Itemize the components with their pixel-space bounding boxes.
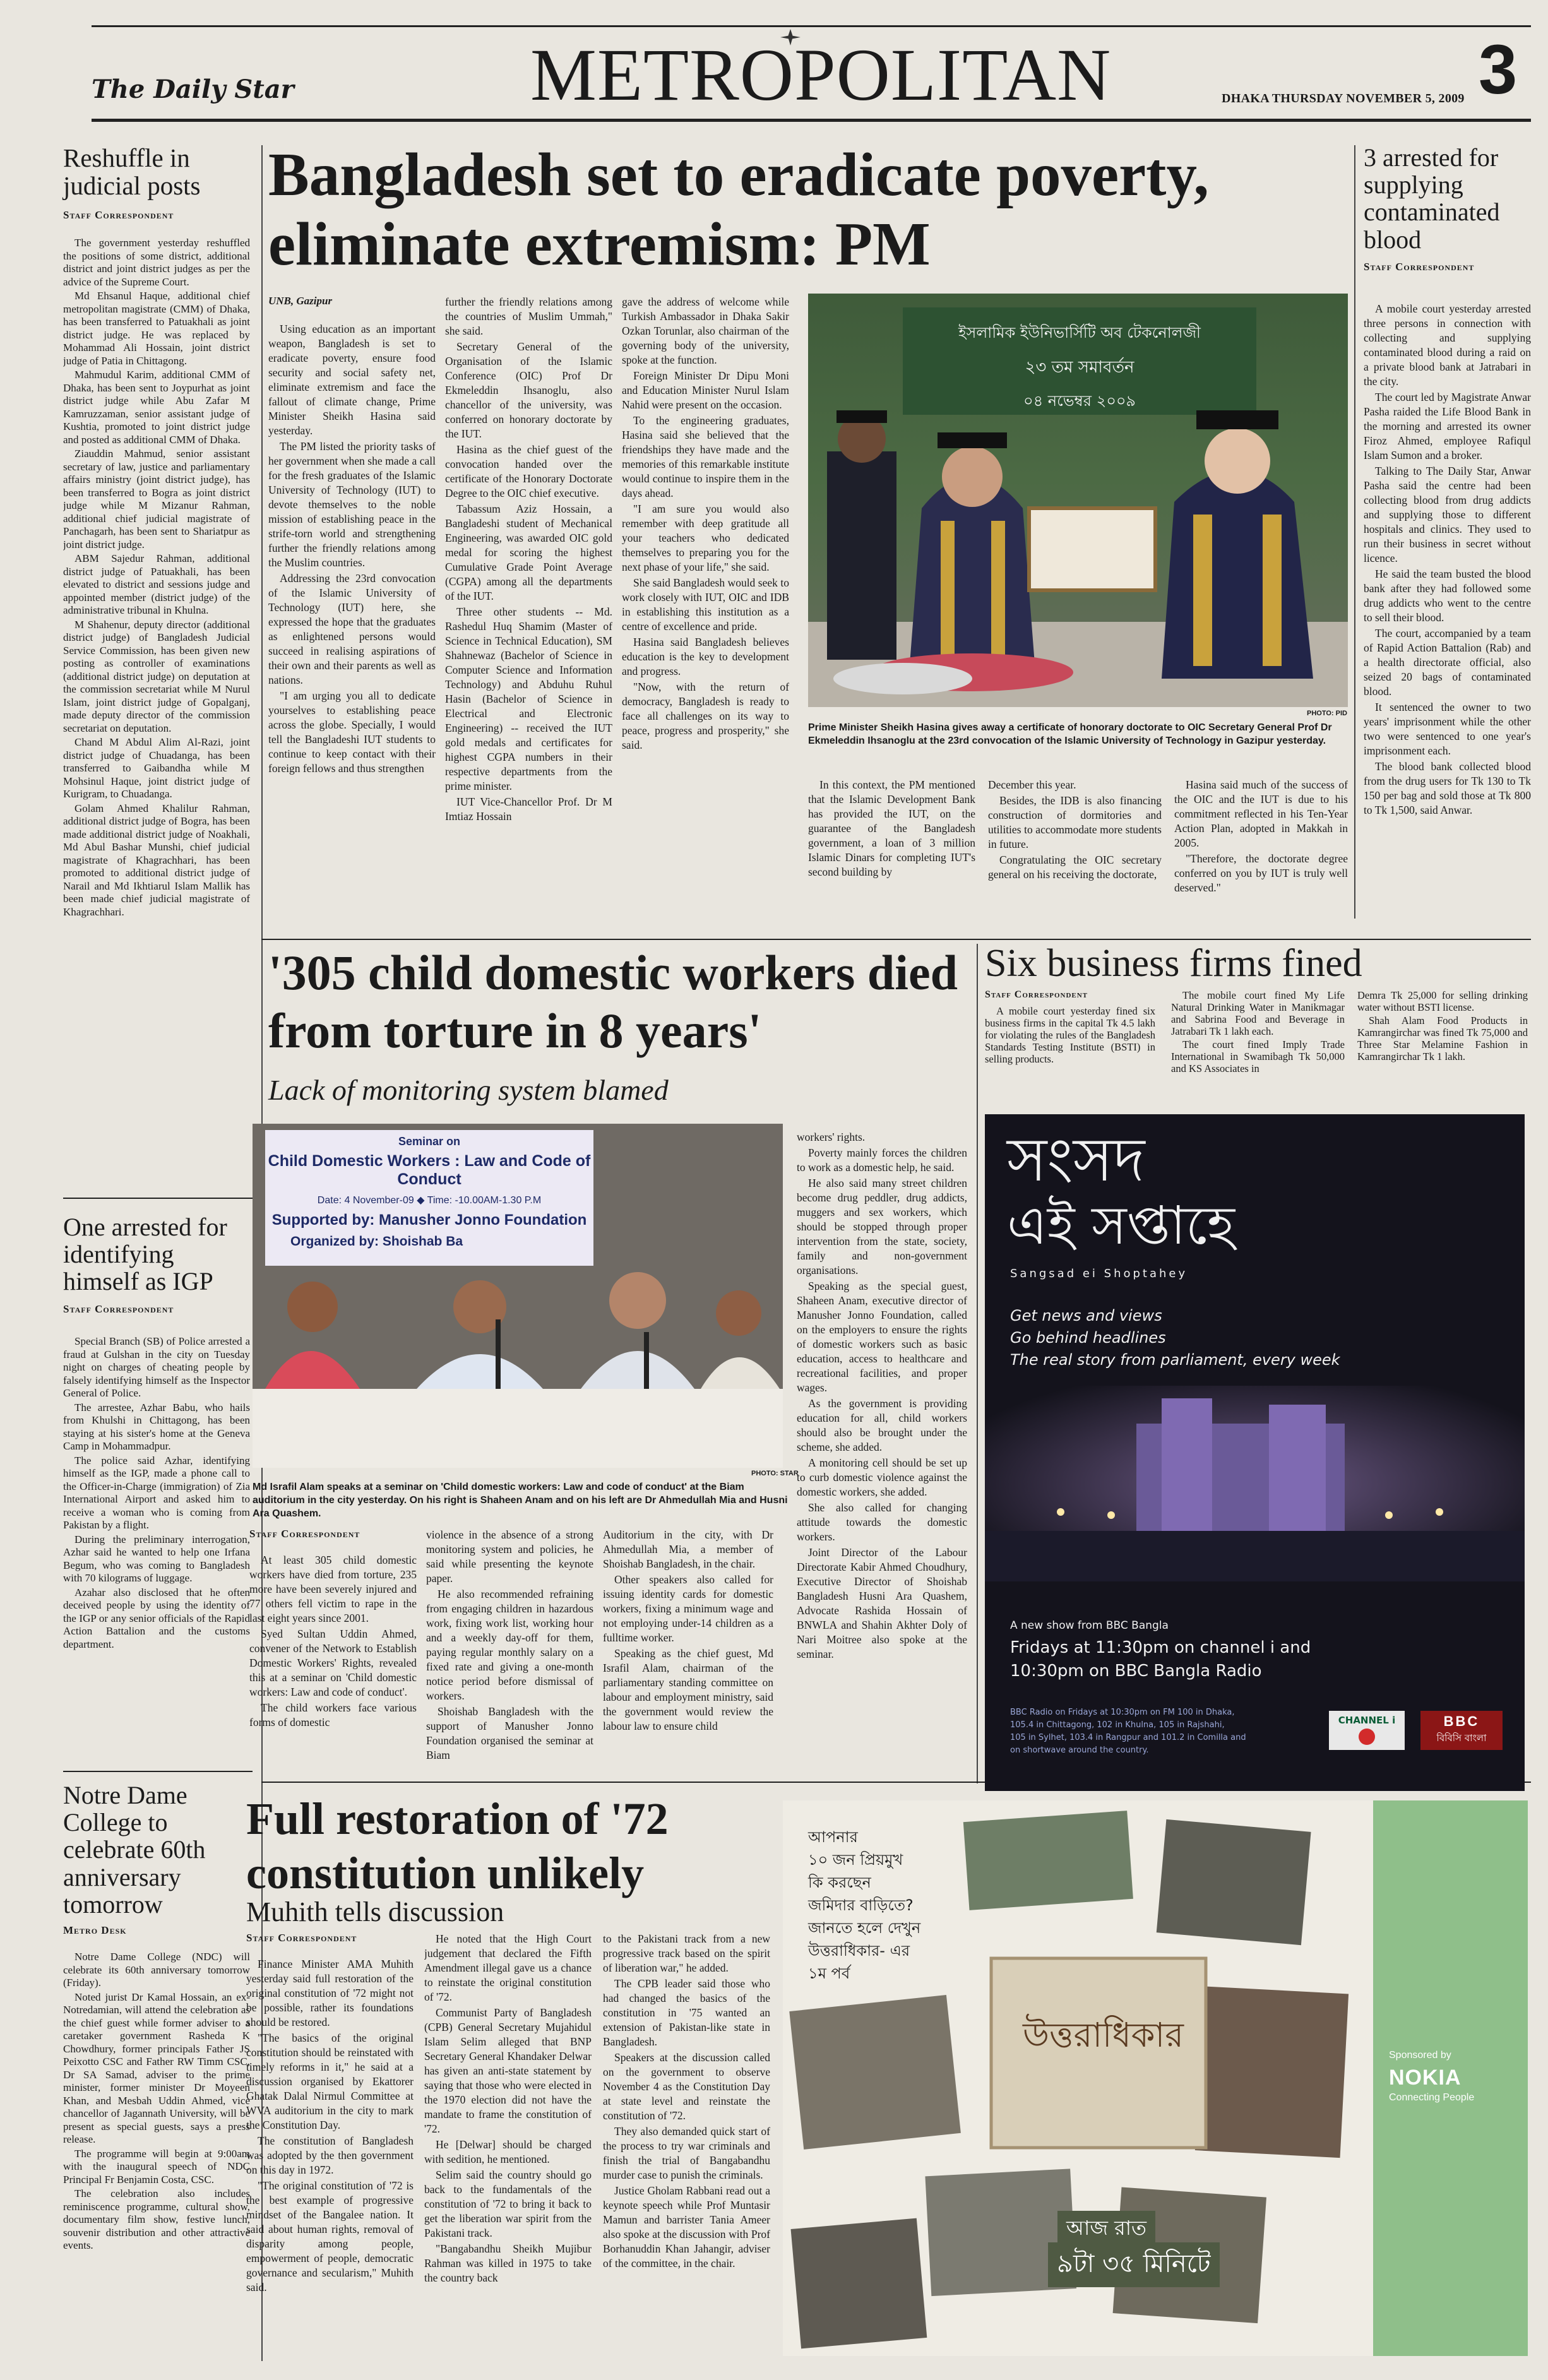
muhith-para: Selim said the country should go back to the fundamentals of the constitution of '72 to bring it back to get the liberation war spirit from the Pakistani track.: [424, 2169, 592, 2239]
six-firms-headline: Six business firms fined: [985, 942, 1362, 985]
lead-body-col2: [445, 295, 612, 922]
child-para: Speaking as the chief guest, Md Israfil Alam, chairman of the parliamentary standing committee on labour and employment ministry, said the government would review the labour law to ensure child: [603, 1647, 773, 1732]
arrested3-para: Talking to The Daily Star, Anwar Pasha said the centre had been collecting blood from drug addicts and supplying those to different hospitals and clinics. They used to run their business in secret without licence.: [1364, 465, 1531, 564]
ad-bn-line: কি করছেন: [808, 1874, 871, 1891]
lead-photo: [808, 294, 1348, 707]
reshuffle-para: Ziauddin Mahmud, senior assistant secretary of law, justice and parliamentary affairs ministry (joint district judge), has been transferred to Bogra as joint district judge while M Mizanur Rahman, additional chief judicial magistrate of Panchagarh, has been sent to Shariatpur as joint district judge.: [63, 448, 250, 550]
ad-small-1: BBC Radio on Fridays at 10:30pm on FM 100 in Dhaka,: [1010, 1708, 1235, 1717]
lead-para: "Now, with the return of democracy, Bangladesh is ready to face all challenges on its way to peace, progress and prosperity," she said.: [622, 681, 789, 751]
muhith-para: "The original constitution of '72 is the best example of progressive mindset of the Bangalee nation. It said about human rights, removal of disparity among people, empowerment of people, democratic governance and secularism," Muhith said.: [246, 2179, 414, 2294]
ad-small-3: 105 in Sylhet, 103.4 in Rangpur and 101.2 in Comilla and: [1010, 1733, 1246, 1742]
child-body-col1: [249, 1553, 417, 1768]
ad-tagline-2: Go behind headlines: [1010, 1329, 1166, 1347]
bbc-logo: [1420, 1711, 1503, 1750]
lead-para: Hasina said Bangladesh believes education is the key to development and progress.: [622, 636, 789, 677]
notre-dame-byline: Metro Desk: [63, 1924, 127, 1936]
rule-left-1: [63, 1198, 253, 1199]
section-title: METROPOLITAN: [530, 33, 1112, 116]
muhith-para: Speakers at the discussion called on the government to observe November 4 as the Constitution Day at state level and reinstate the constitution of '72.: [603, 2051, 770, 2122]
six-firms-col1: [985, 1005, 1155, 1097]
child-photo-credit: PHOTO: STAR: [751, 1470, 799, 1477]
convocation-figures: [808, 294, 1348, 707]
bbc-bangla-text: বিবিসি বাংলা: [1436, 1732, 1487, 1744]
dateline: DHAKA THURSDAY NOVEMBER 5, 2009: [1222, 92, 1465, 105]
paper-name-logo: The Daily Star: [92, 74, 294, 104]
seminar-banner-line3: Date: 4 November-09 ◆ Time: -10.00AM-1.30 P.M: [317, 1195, 542, 1206]
child-para: violence in the absence of a strong monitoring system and policies, he said while presenting the keynote paper.: [426, 1528, 593, 1585]
ad-line-2: Fridays at 11:30pm on channel i and: [1010, 1638, 1311, 1657]
nokia-tagline: Connecting People: [1389, 2092, 1475, 2103]
photo-banner-line3: ০৪ নভেম্বর ২০০৯: [1023, 392, 1136, 410]
reshuffle-para: ABM Sajedur Rahman, additional district judge of Patuakhali, has been elevated to district and sessions judge and appointed member (district judge) of the administrative tribunal in Khulna.: [63, 552, 250, 616]
lead-byline: UNB, Gazipur: [268, 295, 333, 307]
notre-dame-body: [63, 1951, 250, 2342]
muhith-para: He noted that the High Court judgement that declared the Fifth Amendment illegal gave us a chance to reinstate the original constitution of '72.: [424, 1932, 592, 2003]
arrested3-para: He said the team busted the blood bank after they had followed some drug addicts who went to the centre to sell their blood.: [1364, 568, 1531, 624]
one-arrested-para: The police said Azhar, identifying himself as the IGP, made a phone call to the Officer-in-Charge (immigration) of Zia International Airport and asked him to receive a woman who is coming from Pakistan by a flight.: [63, 1454, 250, 1531]
child-para: Speaking as the special guest, Shaheen Anam, executive director of Manusher Jonno Foundation, called on the employers to ensure the rights of domestic workers such as basic education, access to healthcare and recreational facilities, and proper wages.: [797, 1280, 967, 1394]
ad-line-1: A new show from BBC Bangla: [1010, 1619, 1169, 1632]
notre-dame-para: The celebration also includes reminiscence programme, cultural show, documentary film show, festive lunch, souvenir distribution and other attractive events.: [63, 2187, 250, 2251]
lead-body-col1: [268, 322, 436, 922]
reshuffle-para: M Shahenur, deputy director (additional district judge) of Bangladesh Judicial Service Commission, has been given new posting as controller of examinations (additional district judge) on deputation at the commission secretariat while M Nurul Islam, joint district judge of Gopalganj, made deputy director of the commission secretariat on deputation.: [63, 618, 250, 734]
muhith-para: The CPB leader said those who had changed the basics of the constitution in '75 wanted an extension of Pakistan-like state in Bangladesh.: [603, 1977, 770, 2048]
child-para: Shoishab Bangladesh with the support of Manusher Jonno Foundation organised the seminar at Biam: [426, 1705, 593, 1761]
lead-para: IUT Vice-Chancellor Prof. Dr M Imtiaz Hossain: [445, 795, 612, 823]
bbc-sangsad-ad: [985, 1114, 1525, 1791]
lead-photo-caption: Prime Minister Sheikh Hasina gives away a certificate of honorary doctorate to OIC Secretary General Prof Dr Ekmeleddin Ihsanoglu at the 23rd convocation of the Islamic University of Technology in Gazipur yesterday.: [808, 722, 1332, 746]
seminar-banner-line5: Organized by: Shoishab Ba: [290, 1234, 463, 1249]
channel-i-logo-text: CHANNEL i: [1338, 1715, 1396, 1726]
muhith-para: Communist Party of Bangladesh (CPB) General Secretary Mujahidul Islam Selim alleged that BNP Secretary General Khandaker Delwar has given an anti-state statement by saying that those who were elected in the 1970 election did not have the mandate to frame the constitution of '72.: [424, 2006, 592, 2135]
child-photo-caption: Md Israfil Alam speaks at a seminar on 'Child domestic workers: Law and code of conduct' at the Biam auditorium in the city yesterday. On his right is Shaheen Anam and on his left are Dr Ahmedullah Mia and Husni Ara Quashem.: [253, 1482, 788, 1519]
ad-bn-line: আপনার: [808, 1828, 858, 1846]
child-para: She also called for changing attitude towards the domestic workers.: [797, 1501, 967, 1543]
ad-time-bn: ৯টা ৩৫ মিনিটে: [1048, 2242, 1220, 2287]
child-para: Syed Sultan Uddin Ahmed, convener of the Network to Establish Domestic Workers' Rights, revealed this at a seminar on 'Child domestic workers: Law and code of conduct'.: [249, 1627, 417, 1698]
child-para: He also recommended refraining from engaging children in hazardous work, fixing work list, working hour and a weekly day-off for them, paying regular monthly salary on a fixed rate and giving a one-month notice period before dismissal of workers.: [426, 1588, 593, 1702]
notre-dame-para: The programme will begin at 9:00am with the inaugural speech of NDC Principal Fr Benjamin Costa, CSC.: [63, 2147, 250, 2186]
child-para: Poverty mainly forces the children to work as a domestic help, he said.: [797, 1146, 967, 1174]
seminar-participants: [253, 1124, 783, 1468]
ad-show-title: উত্তরাধিকার: [1023, 2015, 1184, 2055]
child-para: Auditorium in the city, with Dr Ahmedullah Mia, a member of Shoishab Bangladesh, in the chair.: [603, 1528, 773, 1570]
ad-bn-line: ১ম পর্ব: [808, 1965, 850, 1982]
arrested3-article: [1364, 144, 1531, 280]
lead-para: Tabassum Aziz Hossain, a Bangladeshi student of Mechanical Engineering, was awarded OIC gold medal for scoring the highest Cumulative Grade Point Average (CGPA) among all the departments of the IUT.: [445, 503, 612, 602]
one-arrested-body: [63, 1335, 250, 1768]
lead-para: Foreign Minister Dr Dipu Moni and Education Minister Nurul Islam Nahid were present on the occasion.: [622, 369, 789, 411]
reshuffle-headline: Reshuffle in judicial posts: [63, 143, 201, 201]
ad-sponsored: Sponsored by: [1389, 2050, 1451, 2061]
ad-transliteration: Sangsad ei Shoptahey: [1010, 1267, 1188, 1280]
reshuffle-para: Chand M Abdul Alim Al-Razi, joint district judge of Chuadanga, has been transferred to Gaibandha while M Mohsinul Haque, joint district judge of Kurigram, to Chuadanga.: [63, 736, 250, 800]
muhith-para: The constitution of Bangladesh was adopted by the then government on this day in 1972.: [246, 2134, 414, 2176]
ad-tagline-1: Get news and views: [1010, 1307, 1162, 1324]
arrested3-para: It sentenced the owner to two years' imprisonment while the other two were sentenced to one year's imprisonment each.: [1364, 701, 1531, 757]
lead-para: Congratulating the OIC secretary general on his receiving the doctorate,: [988, 854, 1162, 881]
lead-para: "I am urging you all to dedicate yourselves to establishing peace across the globe. Specially, I would tell the Bangladeshi IUT students to continue to keep contact with their foreign fellows and thus strengthen: [268, 689, 436, 775]
photo-banner-line2: ২৩ তম সমাবর্তন: [1025, 358, 1134, 377]
lead-para: Secretary General of the Organisation of the Islamic Conference (OIC) Prof Dr Ekmeleddin Ihsanoglu, also chancellor of the university, was conferred on honorary doctorate by the IUT.: [445, 340, 612, 440]
ad-bn-line: জমিদার বাড়িতে?: [808, 1896, 914, 1914]
muhith-para: "Bangabandhu Sheikh Mujibur Rahman was killed in 1975 to take the country back: [424, 2242, 592, 2284]
child-body-col3: [603, 1528, 773, 1768]
notre-dame-article: [63, 1782, 253, 1943]
lead-para: Using education as an important weapon, Bangladesh is set to eradicate poverty, ensure food security and social safety net, eliminate extremism and face the fallout of climate change, Prime Minister Sheikh Hasina said yesterday.: [268, 323, 436, 437]
ad-bn-line: উত্তরাধিকার- এর: [808, 1942, 910, 1960]
child-body-col4: [797, 1130, 967, 1769]
lead-para: Hasina as the chief guest of the convocation handed over the certificate of the Honorary Doctorate Degree to the OIC chief executive.: [445, 443, 612, 499]
arrested3-body: [1364, 302, 1531, 927]
arrested3-para: A mobile court yesterday arrested three persons in connection with collecting and supplying contaminated blood during a raid on a private blood bank at Jatrabari in the city.: [1364, 302, 1531, 388]
nokia-logo: NOKIA: [1389, 2066, 1462, 2090]
lead-para: Addressing the 23rd convocation of the Islamic University of Technology (IUT) here, she expressed the hope that the graduates as enlightened persons would succeed in realising aspirations of their own and their parents as well as nations.: [268, 572, 436, 686]
ad-tonight-bn: আজ রাত: [1057, 2211, 1155, 2247]
muhith-headline: Full restoration of '72 constitution unlikely: [246, 1794, 669, 1898]
six-firms-byline: Staff Correspondent: [985, 989, 1088, 1000]
six-firms-para: A mobile court yesterday fined six business firms in the capital Tk 4.5 lakh for violating the rules of the Bangladesh Standards Testing Institute (BSTI) in selling products.: [985, 1005, 1155, 1065]
child-byline: Staff Correspondent: [249, 1528, 360, 1540]
arrested3-para: The court, accompanied by a team of Rapid Action Battalion (Rab) and a health directorate official, also seized 20 bags of contaminated blood.: [1364, 627, 1531, 698]
lead-para: "Therefore, the doctorate degree conferred on you by IUT is truly well deserved.": [1174, 852, 1348, 894]
lead-para: To the engineering graduates, Hasina said she believed that the friendships they have made and the memories of this remarkable institute would continue to inspire them in the days ahead.: [622, 414, 789, 499]
seminar-banner-line1: Seminar on: [398, 1135, 461, 1148]
notre-dame-headline: Notre Dame College to celebrate 60th anniversary tomorrow: [63, 1781, 206, 1919]
arrested3-byline: Staff Correspondent: [1364, 260, 1475, 273]
notre-dame-para: Notre Dame College (NDC) will celebrate its 60th anniversary tomorrow (Friday).: [63, 1951, 250, 1989]
photo-banner-line1: ইসলামিক ইউনিভার্সিটি অব টেকনোলজী: [958, 324, 1201, 342]
muhith-para: to the Pakistani track from a new progressive track based on the spirit of liberation war," he added.: [603, 1932, 770, 1974]
six-firms-col3: [1357, 989, 1528, 1097]
child-body-col2: [426, 1528, 593, 1768]
muhith-body-col3: [603, 1932, 770, 2348]
child-para: Joint Director of the Labour Directorate Kabir Ahmed Choudhury, Executive Director of Shoishab Bangladesh Husni Ara Quashem, Advocate Rashida Hossain of BNWLA and Shahin Akhter Doly of Nari Moitree also spoke at the seminar.: [797, 1546, 967, 1660]
lead-photo-credit: PHOTO: PID: [1307, 710, 1347, 717]
parliament-building-image: [985, 1386, 1525, 1581]
reshuffle-para: The government yesterday reshuffled the positions of some district, additional district and joint district judges as per the advice of the Supreme Court.: [63, 237, 250, 288]
lead-body-col4: [808, 778, 975, 923]
muhith-para: He [Delwar] should be charged with sedition, he mentioned.: [424, 2138, 592, 2165]
one-arrested-para: During the preliminary interrogation, Azhar said he wanted to help one Irfana Begum, who was coming to Bangladesh with 70 kilograms of luggage.: [63, 1533, 250, 1584]
ad-bn-line: ১০ জন প্রিয়মুখ: [808, 1851, 903, 1869]
muhith-para: Finance Minister AMA Muhith yesterday said full restoration of the original constitution of '72 might not be possible, rather its foundations should be restored.: [246, 1958, 414, 2028]
child-para: He also said many street children become drug peddler, drug addicts, muggers and sex workers, which should be stopped through proper intervention from the state, society, family and non-government organisations.: [797, 1177, 967, 1276]
channel-i-logo: [1329, 1711, 1405, 1750]
child-para: The child workers face various forms of domestic: [249, 1701, 417, 1728]
lead-body-col3: [622, 295, 789, 922]
ad-title-bn: সংসদ: [1007, 1124, 1145, 1195]
lead-body-col6: [1174, 778, 1348, 923]
muhith-para: They also demanded quick start of the process to try war criminals and finish the trial of Bangabandhu murder case to punish the criminals.: [603, 2125, 770, 2181]
child-para: workers' rights.: [797, 1131, 866, 1143]
reshuffle-para: Golam Ahmed Khalilur Rahman, additional district judge of Bogra, has been made additional district judge of Noakhali, Md Abul Bashar Munshi, chief judicial magistrate of Khagrachhari, has been promoted to additional district judge of Narail and Md Ikhtiarul Islam Mallik has been made chief judicial magistrate of Khagrachhari.: [63, 802, 250, 918]
bbc-logo-text: BBC: [1443, 1713, 1480, 1729]
seminar-banner-line4: Supported by: Manusher Jonno Foundation: [271, 1211, 587, 1229]
child-para: Other speakers also called for issuing identity cards for domestic workers, fixing a minimum wage and not employing under-14 children as a fulltime worker.: [603, 1573, 773, 1644]
rule-left-2: [63, 1771, 253, 1772]
page-number: 3: [1479, 31, 1518, 109]
muhith-body-col1: [246, 1957, 414, 2348]
one-arrested-para: Azahar also disclosed that he often deceived people by using the identity of the IGP or any senior officials of the Rapid Action Battalion and the customs department.: [63, 1586, 250, 1650]
child-para: At least 305 child domestic workers have died from torture, 235 more have been severely injured and 77 others fell victim to rape in the last eight years since 2001.: [249, 1554, 417, 1624]
lead-para: December this year.: [988, 778, 1076, 791]
lead-para: Besides, the IDB is also financing construction of dormitories and utilities to accommodate more students in future.: [988, 794, 1162, 850]
muhith-para: "The basics of the original constitution should be reinstated with timely reforms in it," he said at a discussion organised by Ekattorer Ghatak Dalal Nirmul Committee at WVA auditorium in the city to mark the Constitution Day.: [246, 2032, 414, 2131]
muhith-body-col2: [424, 1932, 592, 2348]
child-headline: '305 child domestic workers died from torture in 8 years': [268, 945, 958, 1058]
top-rule: [92, 25, 1531, 27]
one-arrested-headline: One arrested for identifying himself as IGP: [63, 1213, 227, 1296]
lead-headline: Bangladesh set to eradicate poverty, eliminate extremism: PM: [268, 141, 1209, 278]
uttoradhikar-ad: [783, 1800, 1528, 2356]
lead-para: The PM listed the priority tasks of her government when she made a call for the fresh graduates of the Islamic University of Technology (IUT) to devote themselves to the noble mission of establishing peace in the strife-torn world and strengthening further the friendly relations among the Muslim countries.: [268, 440, 436, 569]
lead-para: Three other students -- Md. Rashedul Huq Shamim (Master of Science in Technical Education), SM Shahnewaz (Bachelor of Science in Computer Science and Information Technology) and Abduhu Ruhul Hasin (Bachelor of Science in Electrical and Electronic Engineering) -- received the IUT gold medals and certificates for highest CGPA numbers in their respective departments from the prime minister.: [445, 605, 612, 792]
six-firms-para: Shah Alam Food Products in Kamrangirchar was fined Tk 75,000 and Three Star Melamine Fashion in Kamrangirchar Tk 1 lakh.: [1357, 1014, 1528, 1062]
child-para: As the government is providing education for all, child workers should also be brought under the scheme, she added.: [797, 1397, 967, 1453]
masthead-bottom-rule: [92, 119, 1531, 122]
ad-line-3: 10:30pm on BBC Bangla Radio: [1010, 1662, 1262, 1681]
reshuffle-byline: Staff Correspondent: [63, 208, 174, 221]
separator-mid: [977, 944, 978, 1783]
arrested3-headline: 3 arrested for supplying contaminated blood: [1364, 143, 1500, 254]
child-para: A monitoring cell should be set up to curb domestic violence against the domestic workers, she added.: [797, 1456, 967, 1498]
lead-para: Hasina said much of the success of the OIC and the IUT is due to his commitment reflected in his Ten-Year Action Plan, adopted in Makkah in 2005.: [1174, 778, 1348, 849]
six-firms-para: The mobile court fined My Life Natural Drinking Water in Manikmagar and Sabrina Food and Beverage in Jatrabari Tk 1 lakh each.: [1171, 989, 1345, 1037]
arrested3-para: The blood bank collected blood from the drug users for Tk 130 to Tk 150 per bag and sold those at Tk 800 to Tk 1,500, said Anwar.: [1364, 760, 1531, 816]
ad-bn-line: জানতে হলে দেখুন: [808, 1919, 921, 1937]
channel-i-mark-icon: [1359, 1728, 1375, 1745]
reshuffle-para: Md Ehsanul Haque, additional chief metropolitan magistrate (CMM) of Dhaka, has been transferred to Patuakhali as joint district judge. He was replaced by Mohammad Ali Hossain, joint district judge of Patia in Chittagong.: [63, 290, 250, 367]
separator-right-top: [1354, 145, 1355, 919]
ad-subtitle-bn: এই সপ্তাহে: [1007, 1194, 1235, 1256]
reshuffle-article: [63, 144, 253, 228]
child-subhead: Lack of monitoring system blamed: [268, 1074, 669, 1106]
one-arrested-para: The arrestee, Azhar Babu, who hails from Khulshi in Chittagong, has been staying at his sister's home at the Geneva Camp in Mohammadpur.: [63, 1401, 250, 1452]
reshuffle-body: [63, 237, 250, 1193]
lead-para: "I am sure you would also remember with deep gratitude all your teachers who dedicated themselves to preparing you for the next phase of your life," she said.: [622, 503, 789, 573]
six-firms-col2: [1171, 989, 1345, 1097]
notre-dame-para: Noted jurist Dr Kamal Hossain, an ex-Notredamian, will attend the celebration as the chief guest while former adviser to a caretaker government Rasheda K Chowdhury, former principals Father JS Peixotto CSC and Father RW Timm CSC, Dr SA Samad, adviser to the prime minister, former minister Dr Moyeen Khan, and Mesbah Uddin Ahmed, vice chancellor of Jagannath University, will be present as special guests, says a press release.: [63, 1990, 250, 2145]
one-arrested-para: Special Branch (SB) of Police arrested a fraud at Gulshan in the city on Tuesday night on charges of cheating people by falsely identifying himself as the Inspector General of Police.: [63, 1335, 250, 1399]
six-firms-para: The court fined Imply Trade International in Swamibagh Tk 50,000 and KS Associates in: [1171, 1038, 1345, 1074]
ad-small-2: 105.4 in Chittagong, 102 in Khulna, 105 in Rajshahi,: [1010, 1720, 1225, 1730]
lead-body-col5: [988, 778, 1162, 923]
ad-tagline-3: The real story from parliament, every week: [1010, 1351, 1340, 1369]
one-arrested-article: [63, 1213, 253, 1322]
muhith-subhead: Muhith tells discussion: [246, 1896, 504, 1927]
lead-para: gave the address of welcome while Turkish Ambassador in Dhaka Sakir Ozkan Torunlar, also chairman of the governing body of the university, spoke at the function.: [622, 295, 789, 366]
muhith-para: Justice Gholam Rabbani read out a keynote speech while Prof Muntasir Mamun and barrister Tania Ameer also spoke at the discussion with Prof Borhanuddin Khan Jahangir, adviser of the committee, in the chair.: [603, 2184, 770, 2270]
child-photo: [253, 1124, 783, 1468]
lead-para: She said Bangladesh would seek to work closely with IUT, OIC and IDB in establishing this institution as a centre of excellence and pride.: [622, 576, 789, 633]
ad-small-4: on shortwave around the country.: [1010, 1746, 1149, 1755]
rule-lead-bottom: [261, 939, 1531, 940]
one-arrested-byline: Staff Correspondent: [63, 1302, 174, 1315]
six-firms-para: Demra Tk 25,000 for selling drinking water without BSTI license.: [1357, 989, 1528, 1013]
muhith-byline: Staff Correspondent: [246, 1932, 357, 1944]
reshuffle-para: Mahmudul Karim, additional CMM of Dhaka, has been sent to Joypurhat as joint district judge while Abu Zafar M Kamruzzaman, senior assistant judge of Kushtia, promoted to joint district judge and posted as additional CMM of Dhaka.: [63, 369, 250, 446]
lead-para: In this context, the PM mentioned that the Islamic Development Bank has provided the IUT, on the guarantee of the Bangladesh government, a loan of 3 million Islamic Dinars for completing IUT's second building by: [808, 778, 975, 878]
lead-para: further the friendly relations among the countries of Muslim Ummah," she said.: [445, 295, 612, 337]
arrested3-para: The court led by Magistrate Anwar Pasha raided the Life Blood Bank in the morning and arrested its owner Firoz Ahmed, employee Rafiqul Islam Sumon and a broker.: [1364, 391, 1531, 461]
seminar-banner-line2: Child Domestic Workers : Law and Code of Conduct: [268, 1152, 591, 1188]
